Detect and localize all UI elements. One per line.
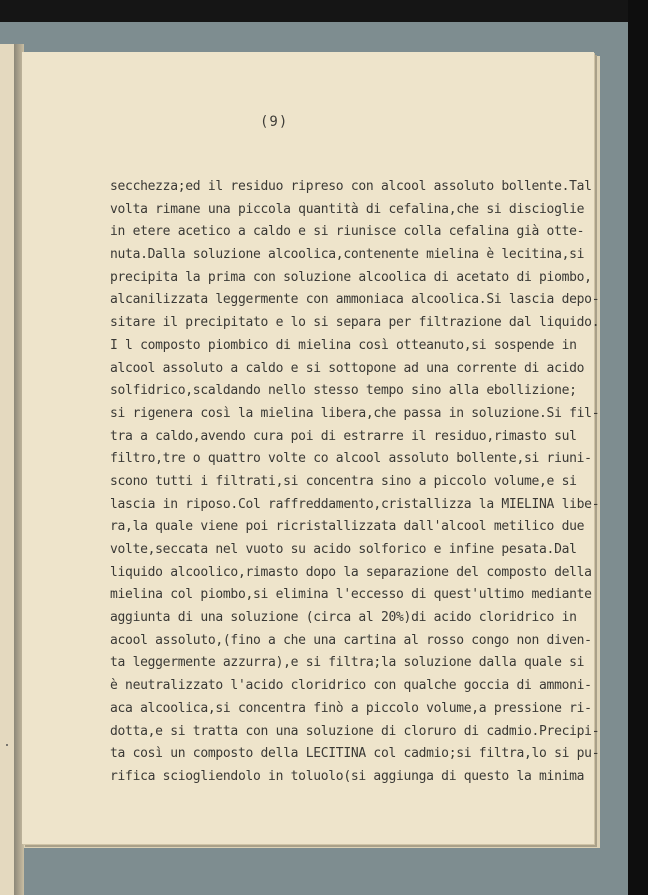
margin-mark (6, 744, 8, 746)
text-line: in etere acetico a caldo e si riunisce colla cefalina già otte- (110, 224, 585, 240)
text-line: mielina col piombo,si elimina l'eccesso di quest'ultimo mediante (110, 587, 592, 603)
text-line: precipita la prima con soluzione alcoolica di acetato di piombo, (110, 269, 592, 285)
text-line: ta leggermente azzurra),e si filtra;la soluzione dalla quale si (110, 655, 585, 671)
text-line: nuta.Dalla soluzione alcoolica,contenente mielina è lecitina,si (110, 247, 585, 263)
text-line: sitare il precipitato e lo si separa per filtrazione dal liquido. (110, 315, 600, 331)
text-line: acool assoluto,(fino a che una cartina al rosso congo non diven- (110, 632, 592, 648)
text-line: dotta,e si tratta con una soluzione di cloruro di cadmio.Precipi- (110, 723, 600, 739)
text-line: volta rimane una piccola quantità di cefalina,che si discioglie (110, 201, 585, 217)
text-line: ta così un composto della LECITINA col cadmio;si filtra,lo si pu- (110, 746, 600, 762)
text-line: scono tutti i filtrati,si concentra sino a piccolo volume,e si (110, 473, 577, 489)
typed-text-body (110, 176, 610, 789)
text-line: ra,la quale viene poi ricristallizzata dall'alcool metilico due (110, 519, 585, 535)
text-line: liquido alcoolico,rimasto dopo la separazione del composto della (110, 564, 592, 580)
document-page (22, 52, 600, 844)
text-line: solfidrico,scaldando nello stesso tempo sino alla ebollizione; (110, 383, 577, 399)
text-line: alcool assoluto a caldo e si sottopone ad una corrente di acido (110, 360, 585, 376)
text-line: lascia in riposo.Col raffreddamento,cristallizza la MIELINA libe- (110, 496, 600, 512)
page-number: (9) (260, 114, 289, 130)
text-line: rifica sciogliendolo in toluolo(si aggiunga di questo la minima (110, 768, 585, 784)
text-line: filtro,tre o quattro volte co alcool assoluto bollente,si riuni- (110, 451, 592, 467)
text-line: volte,seccata nel vuoto su acido solforico e infine pesata.Dal (110, 542, 577, 557)
text-line: è neutralizzato l'acido cloridrico con qualche goccia di ammoni- (110, 678, 592, 694)
board-edge (628, 0, 648, 895)
text-line: secchezza;ed il residuo ripreso con alcool assoluto bollente.Tal (110, 179, 592, 194)
text-line: aca alcoolica,si concentra finò a piccolo volume,a pressione ri- (110, 700, 592, 716)
text-line: I l composto piombico di mielina così otteanuto,si sospende in (110, 337, 577, 353)
text-line: si rigenera così la mielina libera,che passa in soluzione.Si fil- (110, 405, 600, 421)
text-line: tra a caldo,avendo cura poi di estrarre il residuo,rimasto sul (110, 428, 577, 444)
left-page-edge (0, 44, 15, 895)
text-line: aggiunta di una soluzione (circa al 20%)di acido cloridrico in (110, 610, 577, 626)
text-line: alcanilizzata leggermente con ammoniaca alcoolica.Si lascia depo- (110, 292, 600, 308)
